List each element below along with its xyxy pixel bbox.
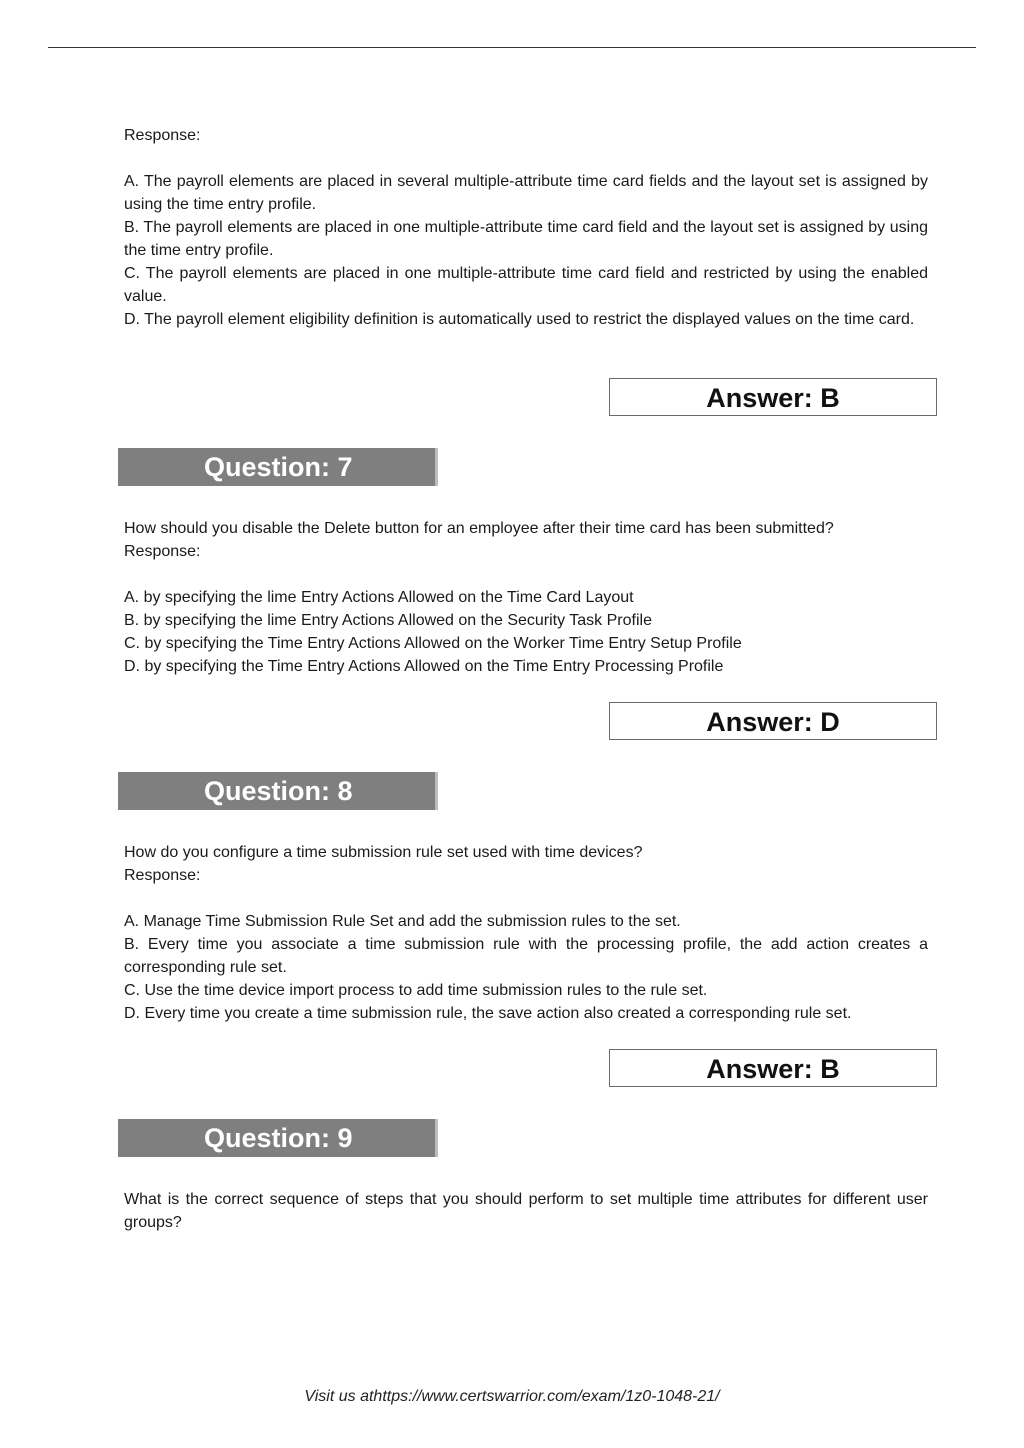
option-a: A. by specifying the lime Entry Actions Allowed on the Time Card Layout [124, 589, 634, 606]
response-label: Response: [124, 543, 201, 560]
question-banner-7 [118, 448, 438, 486]
response-label: Response: [124, 867, 201, 884]
option-a: A. The payroll elements are placed in several multiple-attribute time card fields and the layout set is assigned by using the time entry profile. [124, 173, 928, 213]
option-d: D. The payroll element eligibility definition is automatically used to restrict the displayed values on the time card. [124, 311, 915, 328]
option-c: C. Use the time device import process to add time submission rules to the rule set. [124, 982, 708, 999]
answer-box-q6: Answer: B [609, 378, 937, 416]
question-prompt: How do you configure a time submission rule set used with time devices? [124, 844, 643, 861]
answer-box-q8: Answer: B [609, 1049, 937, 1087]
question-banner-8 [118, 772, 438, 810]
answer-box-q7: Answer: D [609, 702, 937, 740]
option-a: A. Manage Time Submission Rule Set and add the submission rules to the set. [124, 913, 681, 930]
option-d: D. by specifying the Time Entry Actions Allowed on the Time Entry Processing Profile [124, 658, 724, 675]
question-prompt: What is the correct sequence of steps that you should perform to set multiple time attributes for different user groups? [124, 1191, 928, 1231]
option-c: C. The payroll elements are placed in one multiple-attribute time card field and restricted by using the enabled value. [124, 265, 928, 305]
question-6-block [124, 124, 928, 331]
option-b: B. The payroll elements are placed in one multiple-attribute time card field and the layout set is assigned by using the time entry profile. [124, 219, 928, 259]
option-b: B. by specifying the lime Entry Actions Allowed on the Security Task Profile [124, 612, 652, 629]
question-heading: Question: 8 [204, 776, 353, 806]
header-rule [48, 47, 976, 48]
question-7-block [124, 517, 928, 678]
option-c: C. by specifying the Time Entry Actions Allowed on the Worker Time Entry Setup Profile [124, 635, 742, 652]
question-8-block [124, 841, 928, 1025]
question-heading: Question: 9 [204, 1123, 353, 1153]
option-d: D. Every time you create a time submission rule, the save action also created a corresponding rule set. [124, 1005, 852, 1022]
response-label: Response: [124, 127, 201, 144]
question-banner-9 [118, 1119, 438, 1157]
question-heading: Question: 7 [204, 452, 353, 482]
question-prompt: How should you disable the Delete button for an employee after their time card has been submitted? [124, 520, 834, 537]
question-9-block [124, 1188, 928, 1234]
footer-link[interactable]: Visit us athttps://www.certswarrior.com/exam/1z0-1048-21/ [304, 1388, 720, 1405]
option-b: B. Every time you associate a time submission rule with the processing profile, the add action creates a corresponding rule set. [124, 936, 928, 976]
